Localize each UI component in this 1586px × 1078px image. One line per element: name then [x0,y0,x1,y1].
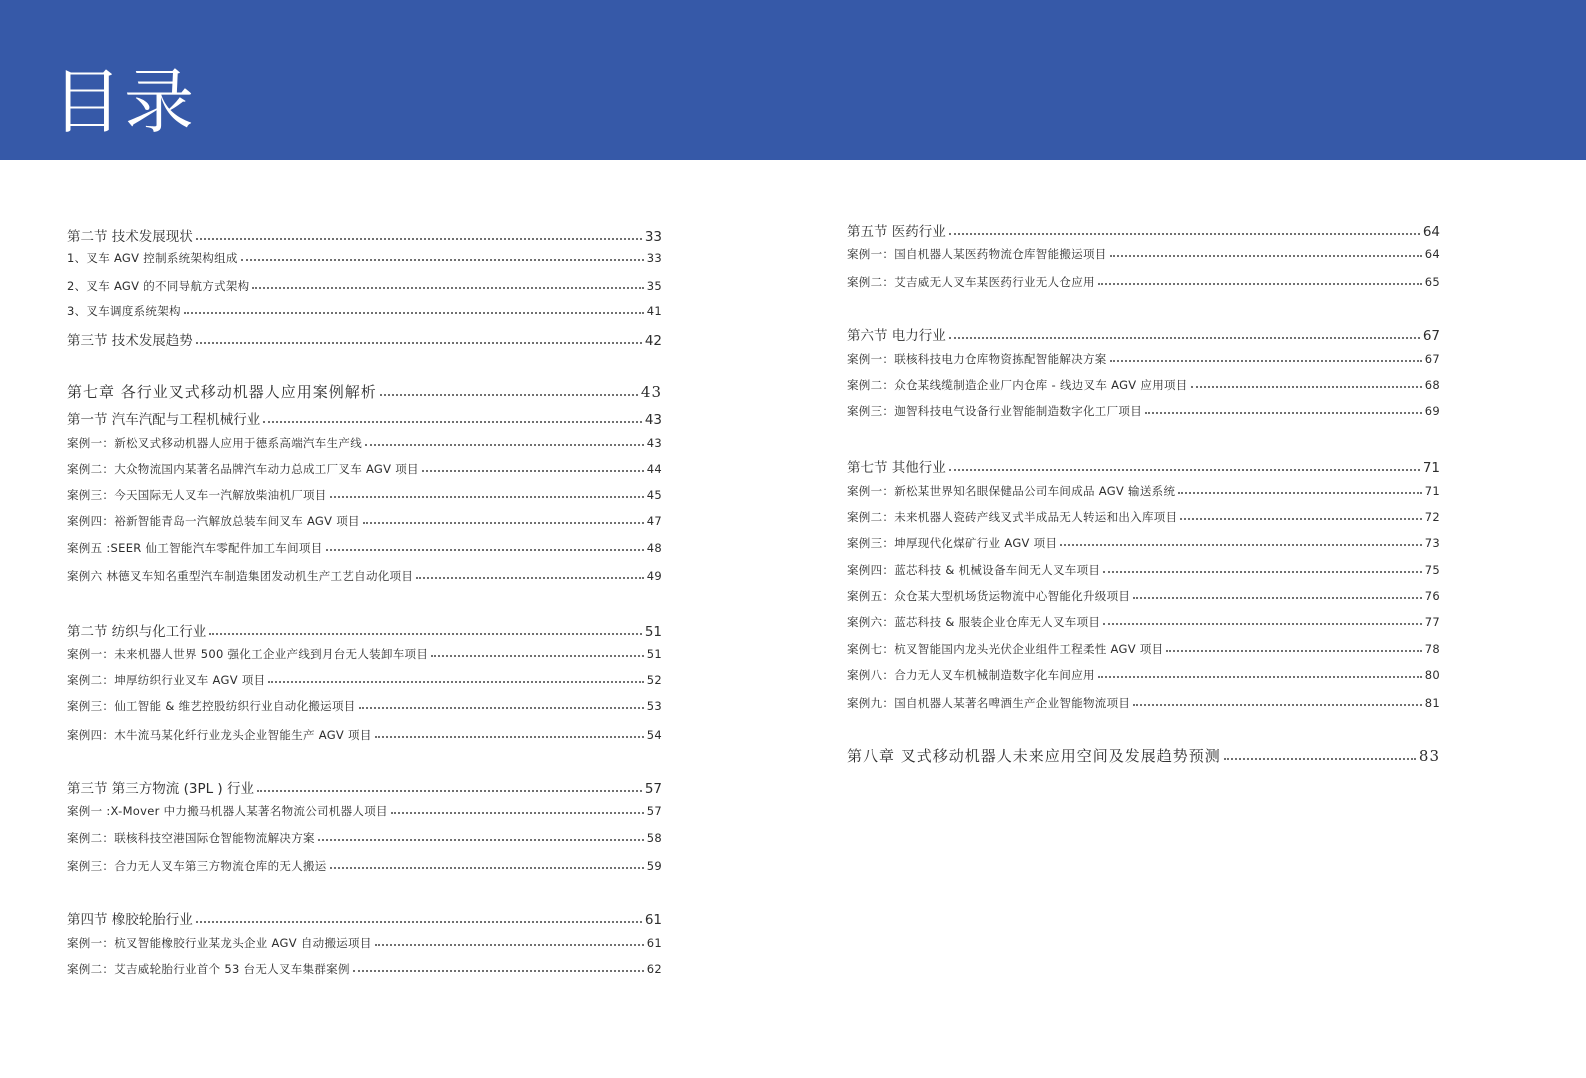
toc-entry-case[interactable] [847,509,1440,525]
toc-entry-title: 第五节 医药行业 [847,223,946,240]
toc-entry-title: 案例一：杭叉智能橡胶行业某龙头企业 AGV 自动搬运项目 [67,936,372,951]
toc-page-number: 83 [1418,747,1440,766]
toc-page-number: 72 [1424,510,1440,525]
toc-entry-case[interactable] [847,535,1440,551]
toc-entry-case[interactable] [847,246,1440,262]
toc-entry-case[interactable] [67,540,662,556]
dot-leader [380,394,638,396]
toc-entry-case[interactable] [847,667,1440,683]
dot-leader [263,421,642,423]
toc-entry-case[interactable] [67,646,662,662]
dot-leader [365,444,644,446]
dot-leader [1133,597,1422,599]
toc-page-number: 43 [646,436,662,451]
toc-entry-case[interactable] [847,483,1440,499]
toc-page-number: 58 [646,831,662,846]
toc-page-number: 77 [1424,615,1440,630]
toc-entry-title: 第一节 汽车汽配与工程机械行业 [67,411,261,428]
toc-entry-case[interactable] [67,250,662,266]
dot-leader [1103,623,1422,625]
toc-page-number: 75 [1424,563,1440,578]
toc-entry-section[interactable] [847,456,1440,476]
toc-entry-title: 案例二：众仓某线缆制造企业厂内仓库 - 线边叉车 AGV 应用项目 [847,378,1188,393]
toc-entry-title: 案例三：今天国际无人叉车一汽解放柴油机厂项目 [67,488,327,503]
toc-entry-title: 第二节 技术发展现状 [67,228,193,245]
toc-entry-title: 案例二：未来机器人瓷砖产线叉式半成品无人转运和出入库项目 [847,510,1178,525]
dot-leader [1110,255,1422,257]
toc-entry-chapter[interactable] [847,745,1440,766]
toc-page-number: 67 [1422,327,1440,344]
toc-entry-case[interactable] [847,351,1440,367]
dot-leader [359,707,644,709]
toc-page-number: 76 [1424,589,1440,604]
toc-entry-title: 案例四：裕新智能青岛一汽解放总装车间叉车 AGV 项目 [67,514,360,529]
dot-leader [330,867,644,869]
dot-leader [1098,283,1422,285]
dot-leader [1224,758,1416,760]
toc-entry-title: 案例四：蓝芯科技 & 机械设备车间无人叉车项目 [847,563,1101,578]
dot-leader [949,233,1420,235]
toc-entry-section[interactable] [67,908,662,928]
toc-page-number: 71 [1422,459,1440,476]
toc-entry-case[interactable] [847,641,1440,657]
toc-entry-title: 案例四：木牛流马某化纤行业龙头企业智能生产 AGV 项目 [67,728,372,743]
toc-entry-section[interactable] [67,408,662,428]
dot-leader [1166,650,1421,652]
toc-entry-case[interactable] [67,672,662,688]
dot-leader [196,921,642,923]
toc-entry-title: 案例一：国自机器人某医药物流仓库智能搬运项目 [847,247,1107,262]
toc-page-number: 61 [646,936,662,951]
toc-entry-title: 案例七：杭叉智能国内龙头光伏企业组件工程柔性 AGV 项目 [847,642,1164,657]
toc-entry-case[interactable] [67,303,662,319]
toc-entry-title: 案例六 林德叉车知名重型汽车制造集团发动机生产工艺自动化项目 [67,569,414,584]
dot-leader [318,839,644,841]
toc-page-number: 68 [1424,378,1440,393]
toc-page-number: 53 [646,699,662,714]
dot-leader [252,287,643,289]
toc-page-number: 57 [646,804,662,819]
toc-page-number: 65 [1424,275,1440,290]
toc-page-number: 81 [1424,696,1440,711]
dot-leader [257,790,642,792]
toc-entry-case[interactable] [847,274,1440,290]
toc-entry-case[interactable] [847,403,1440,419]
dot-leader [330,496,644,498]
toc-page-number: 43 [644,411,662,428]
toc-entry-title: 案例一：联核科技电力仓库物资拣配智能解决方案 [847,352,1107,367]
toc-page-number: 62 [646,962,662,977]
toc-entry-title: 第二节 纺织与化工行业 [67,623,207,640]
toc-entry-title: 案例五：众仓某大型机场货运物流中心智能化升级项目 [847,589,1131,604]
toc-entry-section[interactable] [847,324,1440,344]
toc-entry-case[interactable] [847,588,1440,604]
toc-entry-title: 第七章 各行业叉式移动机器人应用案例解析 [67,383,377,402]
toc-page-number: 64 [1424,247,1440,262]
toc-entry-title: 案例二：联核科技空港国际仓智能物流解决方案 [67,831,315,846]
dot-leader [391,812,644,814]
toc-entry-case[interactable] [67,935,662,951]
toc-page-number: 41 [646,304,662,319]
toc-entry-title: 第八章 叉式移动机器人未来应用空间及发展趋势预测 [847,747,1221,766]
toc-entry-case[interactable] [67,858,662,874]
toc-page-number: 54 [646,728,662,743]
toc-page-number: 45 [646,488,662,503]
header-banner [0,0,1586,160]
dot-leader [196,342,642,344]
toc-entry-case[interactable] [67,698,662,714]
toc-page-number: 42 [644,332,662,349]
dot-leader [1145,412,1422,414]
toc-entry-case[interactable] [67,513,662,529]
dot-leader [431,655,644,657]
toc-entry-title: 1、叉车 AGV 控制系统架构组成 [67,251,238,266]
toc-entry-case[interactable] [847,562,1440,578]
toc-page-number: 44 [646,462,662,477]
toc-entry-title: 案例一：新松某世界知名眼保健品公司车间成品 AGV 输送系统 [847,484,1176,499]
dot-leader [1133,704,1422,706]
toc-page-number: 47 [646,514,662,529]
toc-entry-case[interactable] [67,727,662,743]
toc-page-number: 59 [646,859,662,874]
dot-leader [1103,571,1422,573]
toc-entry-title: 案例三：坤厚现代化煤矿行业 AGV 项目 [847,536,1058,551]
dot-leader [1098,676,1422,678]
dot-leader [326,549,644,551]
toc-page-number: 64 [1422,223,1440,240]
dot-leader [1191,386,1422,388]
dot-leader [416,577,644,579]
dot-leader [363,522,644,524]
toc-entry-title: 案例一 :X-Mover 中力搬马机器人某著名物流公司机器人项目 [67,804,388,819]
dot-leader [1180,518,1421,520]
toc-entry-title: 案例二：艾吉威轮胎行业首个 53 台无人叉车集群案例 [67,962,350,977]
toc-entry-case[interactable] [67,435,662,451]
dot-leader [1178,492,1422,494]
toc-page-number: 67 [1424,352,1440,367]
page-title: 目录 [52,61,196,143]
dot-leader [949,469,1420,471]
toc-entry-title: 案例一：未来机器人世界 500 强化工企业产线到月台无人装卸车项目 [67,647,429,662]
toc-page-number: 69 [1424,404,1440,419]
toc-entry-title: 3、叉车调度系统架构 [67,304,181,319]
toc-entry-title: 第三节 第三方物流 (3PL ) 行业 [67,780,254,797]
toc-entry-case[interactable] [67,830,662,846]
toc-entry-title: 案例三：合力无人叉车第三方物流仓库的无人搬运 [67,859,327,874]
toc-entry-title: 案例九：国自机器人某著名啤酒生产企业智能物流项目 [847,696,1131,711]
toc-entry-title: 案例三：迦智科技电气设备行业智能制造数字化工厂项目 [847,404,1142,419]
toc-entry-title: 案例五 :SEER 仙工智能汽车零配件加工车间项目 [67,541,323,556]
toc-entry-section[interactable] [847,220,1440,240]
toc-entry-chapter[interactable] [67,381,662,402]
dot-leader [196,238,642,240]
toc-page-number: 80 [1424,668,1440,683]
toc-page-number: 49 [646,569,662,584]
toc-page-number: 73 [1424,536,1440,551]
toc-entry-title: 第六节 电力行业 [847,327,946,344]
toc-entry-title: 案例二：大众物流国内某著名品牌汽车动力总成工厂叉车 AGV 项目 [67,462,419,477]
toc-entry-title: 第三节 技术发展趋势 [67,332,193,349]
toc-entry-section[interactable] [67,620,662,640]
toc-page-number: 33 [646,251,662,266]
toc-entry-section[interactable] [67,777,662,797]
toc-entry-title: 案例八：合力无人叉车机械制造数字化车间应用 [847,668,1095,683]
dot-leader [422,470,644,472]
toc-entry-case[interactable] [67,278,662,294]
toc-entry-title: 案例六：蓝芯科技 & 服装企业仓库无人叉车项目 [847,615,1101,630]
toc-page-number: 78 [1424,642,1440,657]
dot-leader [1060,544,1422,546]
toc-entry-case[interactable] [847,614,1440,630]
toc-entry-case[interactable] [67,568,662,584]
toc-entry-case[interactable] [847,377,1440,393]
toc-entry-title: 案例一：新松叉式移动机器人应用于德系高端汽车生产线 [67,436,362,451]
toc-page-number: 71 [1424,484,1440,499]
toc-page-number: 57 [644,780,662,797]
toc-entry-title: 案例二：艾吉威无人叉车某医药行业无人仓应用 [847,275,1095,290]
dot-leader [241,259,644,261]
toc-page-number: 51 [644,623,662,640]
toc-entry-title: 第七节 其他行业 [847,459,946,476]
dot-leader [1110,360,1422,362]
dot-leader [375,736,644,738]
toc-entry-title: 2、叉车 AGV 的不同导航方式架构 [67,279,250,294]
toc-entry-case[interactable] [847,695,1440,711]
toc-entry-section[interactable] [67,329,662,349]
dot-leader [209,633,642,635]
toc-entry-case[interactable] [67,803,662,819]
toc-entry-title: 案例三：仙工智能 & 维艺控股纺织行业自动化搬运项目 [67,699,356,714]
toc-page-number: 43 [640,383,662,402]
dot-leader [949,337,1420,339]
toc-page-number: 61 [644,911,662,928]
toc-page-number: 48 [646,541,662,556]
toc-entry-section[interactable] [67,225,662,245]
dot-leader [268,681,643,683]
dot-leader [375,944,644,946]
toc-page-number: 52 [646,673,662,688]
dot-leader [353,970,644,972]
toc-page-number: 51 [646,647,662,662]
toc-entry-title: 第四节 橡胶轮胎行业 [67,911,193,928]
toc-entry-case[interactable] [67,461,662,477]
toc-entry-title: 案例二：坤厚纺织行业叉车 AGV 项目 [67,673,266,688]
toc-page-number: 35 [646,279,662,294]
dot-leader [184,312,644,314]
toc-page-number: 33 [644,228,662,245]
toc-entry-case[interactable] [67,487,662,503]
toc-entry-case[interactable] [67,961,662,977]
